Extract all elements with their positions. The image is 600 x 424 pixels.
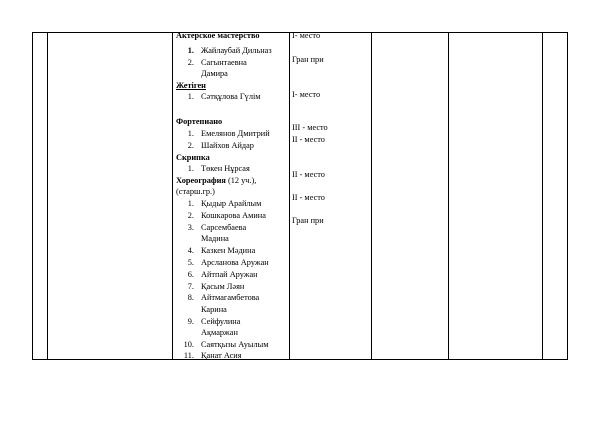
category-title-main: Хореография bbox=[176, 176, 226, 185]
list-number: 1. bbox=[187, 92, 194, 101]
participant-name-cont: Карина bbox=[201, 305, 227, 314]
participant-name: Саятқызы Ауылым bbox=[201, 340, 269, 349]
participant-name: Сарсембаева bbox=[201, 223, 247, 232]
participant-name-cont: Ақмаржан bbox=[201, 328, 238, 337]
table-column-border bbox=[47, 32, 48, 359]
list-number: 4. bbox=[187, 246, 194, 255]
participant-name: Сейфулина bbox=[201, 317, 241, 326]
result-text: II - место bbox=[292, 170, 325, 179]
result-text: II - место bbox=[292, 193, 325, 202]
category-title: Скрипка bbox=[176, 153, 210, 162]
category-title: Фортепиано bbox=[176, 117, 223, 126]
result-text: I- место bbox=[292, 31, 321, 40]
table-column-border bbox=[289, 32, 290, 359]
participant-name: Қыдыр Арайлым bbox=[201, 199, 262, 208]
table-column-border bbox=[448, 32, 449, 359]
result-text: Гран при bbox=[292, 216, 324, 225]
participant-name: Айтпай Аружан bbox=[201, 270, 258, 279]
list-number: 3. bbox=[187, 223, 194, 232]
list-number: 2. bbox=[187, 58, 194, 67]
participant-name: Емелянов Дмитрий bbox=[201, 129, 270, 138]
table-column-border bbox=[32, 32, 33, 359]
table-column-border bbox=[371, 32, 372, 359]
list-number: 7. bbox=[187, 282, 194, 291]
participant-name: Кошкарова Амина bbox=[201, 211, 266, 220]
table-column-border bbox=[567, 32, 568, 359]
participant-name: Сагынтаевна bbox=[201, 58, 247, 67]
category-title bbox=[176, 176, 256, 186]
participant-name: Сәтқұлова Гүлім bbox=[201, 92, 261, 101]
result-text: Гран при bbox=[292, 55, 324, 64]
participant-name: Төкен Нұрсая bbox=[201, 164, 250, 173]
result-text: I- место bbox=[292, 90, 321, 99]
result-text: III - место bbox=[292, 123, 328, 132]
list-number: 5. bbox=[187, 258, 194, 267]
category-subtitle: (старш.гр.) bbox=[176, 187, 215, 196]
participant-name: Қанат Асия bbox=[201, 351, 242, 360]
list-number: 8. bbox=[187, 293, 194, 302]
list-number: 1. bbox=[187, 46, 194, 55]
results-cell bbox=[292, 31, 370, 359]
category-title: Жетіген bbox=[176, 81, 206, 90]
table-bottom-border bbox=[32, 359, 568, 360]
participant-name: Жайлаубай Дильназ bbox=[201, 46, 272, 55]
table-column-border bbox=[172, 32, 173, 359]
list-number: 9. bbox=[187, 317, 194, 326]
list-number: 2. bbox=[187, 211, 194, 220]
participant-name: Қасым Ләян bbox=[201, 282, 245, 291]
list-number: 2. bbox=[187, 141, 194, 150]
list-number: 1. bbox=[187, 199, 194, 208]
list-number: 1. bbox=[187, 129, 194, 138]
participants-cell bbox=[176, 31, 288, 359]
participant-name: Арсланова Аружан bbox=[201, 258, 269, 267]
participant-name-cont: Мадина bbox=[201, 234, 229, 243]
participant-name: Айтмагамбетова bbox=[201, 293, 260, 302]
category-title-suffix: (12 уч.), bbox=[225, 176, 257, 185]
result-text: II - место bbox=[292, 135, 325, 144]
category-title: Актерское мастерство bbox=[176, 31, 260, 40]
participant-name-cont: Дамира bbox=[201, 69, 228, 78]
list-number: 10. bbox=[183, 340, 194, 349]
list-number: 11. bbox=[183, 351, 194, 360]
participant-name: Шайхов Айдар bbox=[201, 141, 254, 150]
list-number: 6. bbox=[187, 270, 194, 279]
list-number: 1. bbox=[187, 164, 194, 173]
table-column-border bbox=[542, 32, 543, 359]
participant-name: Казкен Мәдина bbox=[201, 246, 256, 255]
